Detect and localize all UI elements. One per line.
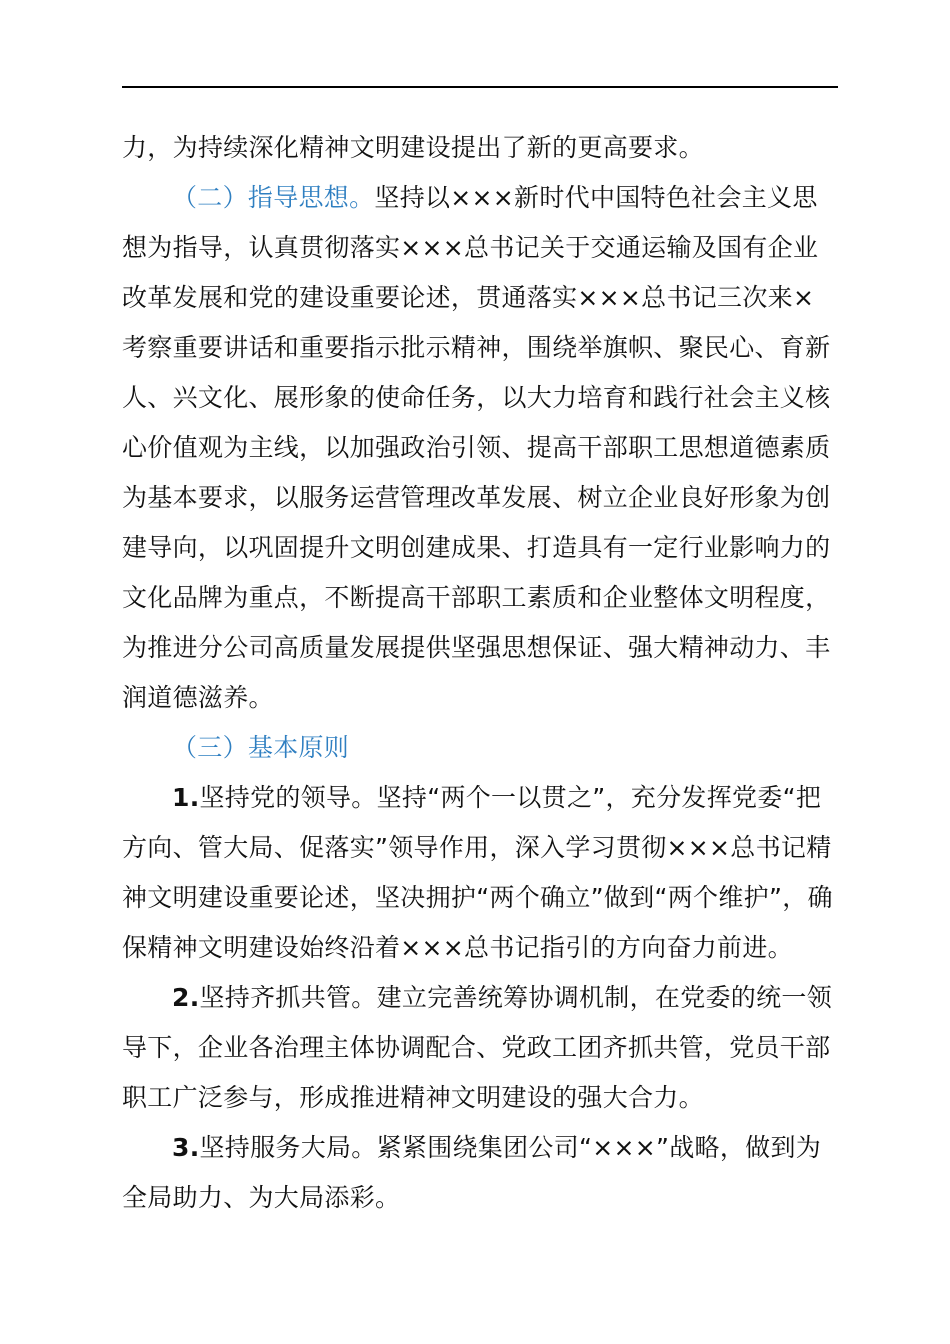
principle-1-text: 坚持党的领导。坚持“两个一以贯之”，充分发挥党委“把方向、管大局、促落实”领导作用，深入学习贯彻×××总书记精神文明建设重要论述，坚决拥护“两个确立”做到“两个维护”，确保精神文明建设始终沿着×××总书记指引的方向奋力前进。 [122, 783, 833, 962]
section-3-heading: （三）基本原则 [172, 733, 350, 762]
principle-1-paragraph [122, 773, 838, 973]
principle-2-paragraph [122, 973, 838, 1123]
principle-2-text: 坚持齐抓共管。建立完善统筹协调机制，在党委的统一领导下，企业各治理主体协调配合、党政工团齐抓共管，党员干部职工广泛参与，形成推进精神文明建设的强大合力。 [122, 983, 833, 1112]
principle-2-number: 2. [172, 983, 200, 1012]
principle-3-number: 3. [172, 1133, 200, 1162]
document-body [122, 123, 838, 1223]
continuation-paragraph: 力，为持续深化精神文明建设提出了新的更高要求。 [122, 133, 704, 162]
section-2-body: 坚持以×××新时代中国特色社会主义思想为指导，认真贯彻落实×××总书记关于交通运输及国有企业改革发展和党的建设重要论述，贯通落实×××总书记三次来×考察重要讲话和重要指示批示精神，围绕举旗帜、聚民心、育新人、兴文化、展形象的使命任务，以大力培育和践行社会主义核心价值观为主线，以加强政治引领、提高干部职工思想道德素质为基本要求，以服务运营管理改革发展、树立企业良好形象为创建导向，以巩固提升文明创建成果、打造具有一定行业影响力的文化品牌为重点，不断提高干部职工素质和企业整体文明程度，为推进分公司高质量发展提供坚强思想保证、强大精神动力、丰润道德滋养。 [122, 183, 831, 712]
principle-3-paragraph [122, 1123, 838, 1223]
principle-3-text: 坚持服务大局。紧紧围绕集团公司“×××”战略，做到为全局助力、为大局添彩。 [122, 1133, 822, 1212]
section-2-heading: （二）指导思想。 [172, 183, 375, 212]
guiding-ideology-paragraph [122, 173, 838, 723]
header-rule [122, 86, 838, 88]
principle-1-number: 1. [172, 783, 200, 812]
